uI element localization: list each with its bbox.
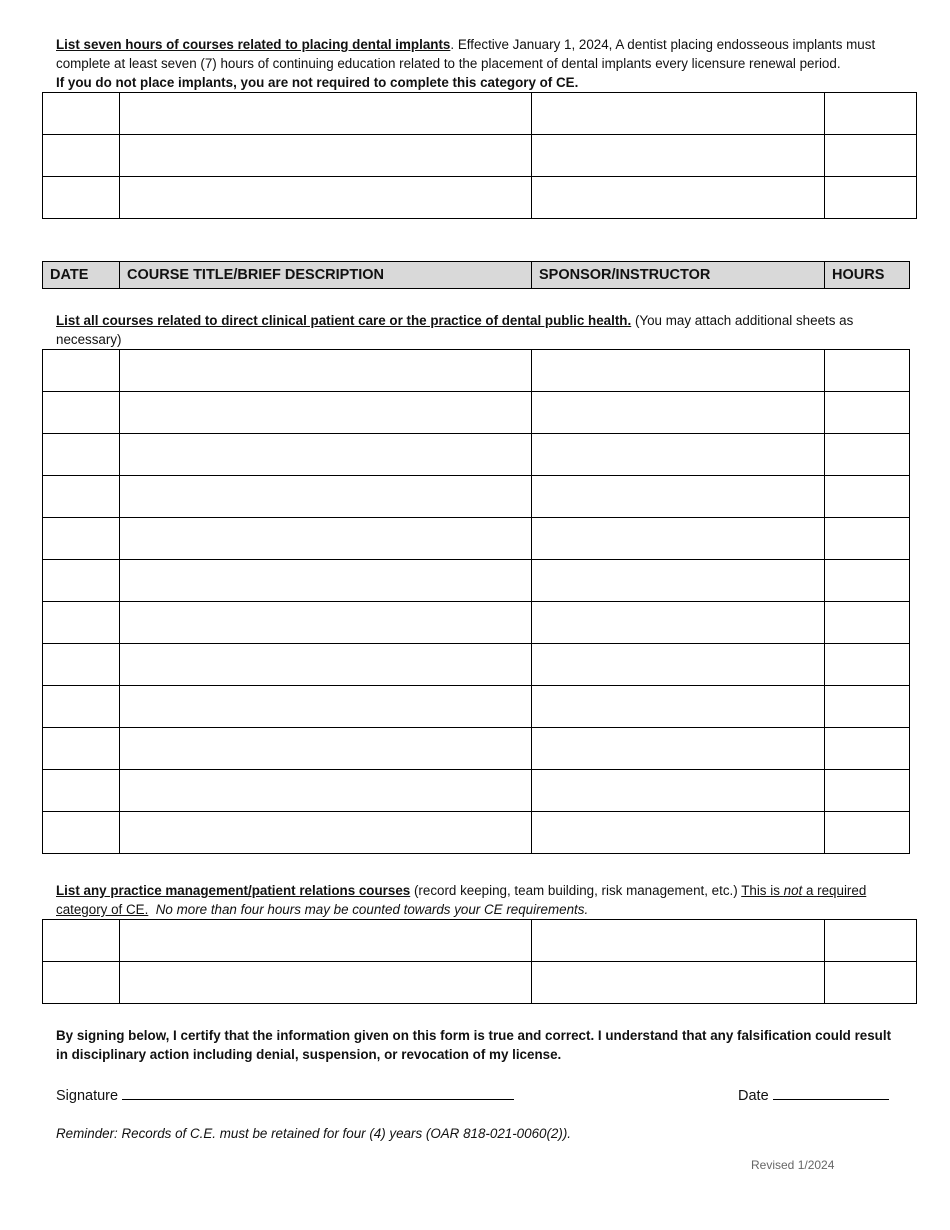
course-cell[interactable] (120, 476, 532, 518)
table-row (43, 602, 910, 644)
date-line[interactable] (773, 1084, 889, 1100)
management-table (42, 919, 917, 1004)
implants-bold-note: If you do not place implants, you are not required to complete this category of CE. (56, 75, 579, 90)
sponsor-cell[interactable] (532, 476, 825, 518)
date-cell[interactable] (43, 560, 120, 602)
sponsor-cell[interactable] (532, 350, 825, 392)
sponsor-cell[interactable] (532, 518, 825, 560)
date-cell[interactable] (43, 602, 120, 644)
table-row (43, 434, 910, 476)
management-note: This is not a required category of CE. (56, 883, 867, 917)
date-cell[interactable] (43, 728, 120, 770)
course-cell[interactable] (120, 135, 532, 177)
table-row (43, 686, 910, 728)
hours-cell[interactable] (825, 812, 910, 854)
sponsor-cell[interactable] (532, 177, 825, 219)
course-cell[interactable] (120, 93, 532, 135)
table-row (43, 962, 917, 1004)
management-text: (record keeping, team building, risk management, etc.) (410, 883, 742, 898)
implants-table (42, 92, 917, 219)
course-cell[interactable] (120, 728, 532, 770)
date-cell[interactable] (43, 476, 120, 518)
course-cell[interactable] (120, 770, 532, 812)
clinical-table (42, 349, 910, 854)
header-sponsor: SPONSOR/INSTRUCTOR (532, 262, 825, 289)
date-cell[interactable] (43, 392, 120, 434)
management-instructions (56, 881, 906, 919)
sponsor-cell[interactable] (532, 770, 825, 812)
signature-line[interactable] (122, 1084, 514, 1100)
table-row (43, 93, 917, 135)
date-cell[interactable] (43, 770, 120, 812)
hours-cell[interactable] (825, 350, 910, 392)
hours-cell[interactable] (825, 602, 910, 644)
hours-cell[interactable] (825, 962, 917, 1004)
course-cell[interactable] (120, 812, 532, 854)
sponsor-cell[interactable] (532, 93, 825, 135)
header-hours: HOURS (825, 262, 910, 289)
hours-cell[interactable] (825, 770, 910, 812)
sponsor-cell[interactable] (532, 392, 825, 434)
implants-instructions (56, 35, 906, 92)
hours-cell[interactable] (825, 177, 917, 219)
sponsor-cell[interactable] (532, 434, 825, 476)
date-cell[interactable] (43, 644, 120, 686)
management-italic-note: No more than four hours may be counted towards your CE requirements. (155, 902, 589, 917)
hours-cell[interactable] (825, 920, 917, 962)
date-cell[interactable] (43, 350, 120, 392)
date-cell[interactable] (43, 135, 120, 177)
table-row (43, 644, 910, 686)
sponsor-cell[interactable] (532, 728, 825, 770)
table-row (43, 920, 917, 962)
header-course: COURSE TITLE/BRIEF DESCRIPTION (120, 262, 532, 289)
sponsor-cell[interactable] (532, 920, 825, 962)
course-cell[interactable] (120, 392, 532, 434)
table-row (43, 812, 910, 854)
signature-row (56, 1084, 514, 1106)
date-cell[interactable] (43, 812, 120, 854)
clinical-instructions (56, 311, 906, 349)
course-cell[interactable] (120, 920, 532, 962)
reminder: Reminder: Records of C.E. must be retained for four (4) years (OAR 818-021-0060(2)). (56, 1126, 572, 1141)
hours-cell[interactable] (825, 476, 910, 518)
date-cell[interactable] (43, 686, 120, 728)
implants-text: . Effective January 1, 2024, A dentist placing endosseous implants must complete at least seven (7) hours of continuing education related to the placement of dental implants every licensure renewal period. (56, 37, 876, 71)
course-cell[interactable] (120, 686, 532, 728)
table-row (43, 135, 917, 177)
course-cell[interactable] (120, 518, 532, 560)
certification-statement: By signing below, I certify that the information given on this form is true and correct. I understand that any falsification could result in disciplinary action including denial, suspension, or revocation of my license. (56, 1028, 892, 1062)
date-cell[interactable] (43, 920, 120, 962)
column-header (42, 261, 910, 289)
date-row (738, 1084, 889, 1106)
signature-label: Signature (56, 1088, 119, 1104)
table-row (43, 728, 910, 770)
management-heading: List any practice management/patient relations courses (56, 883, 411, 898)
hours-cell[interactable] (825, 518, 910, 560)
hours-cell[interactable] (825, 686, 910, 728)
course-cell[interactable] (120, 560, 532, 602)
table-row (43, 392, 910, 434)
hours-cell[interactable] (825, 392, 910, 434)
date-cell[interactable] (43, 177, 120, 219)
date-cell[interactable] (43, 93, 120, 135)
sponsor-cell[interactable] (532, 560, 825, 602)
sponsor-cell[interactable] (532, 644, 825, 686)
header-date: DATE (43, 262, 120, 289)
table-row (43, 560, 910, 602)
implants-heading: List seven hours of courses related to placing dental implants (56, 37, 451, 52)
sponsor-cell[interactable] (532, 602, 825, 644)
course-cell[interactable] (120, 962, 532, 1004)
table-row (43, 177, 917, 219)
hours-cell[interactable] (825, 434, 910, 476)
date-cell[interactable] (43, 962, 120, 1004)
course-cell[interactable] (120, 177, 532, 219)
course-cell[interactable] (120, 644, 532, 686)
date-label: Date (738, 1088, 769, 1104)
date-cell[interactable] (43, 518, 120, 560)
sponsor-cell[interactable] (532, 135, 825, 177)
revised-label: Revised 1/2024 (751, 1158, 835, 1172)
hours-cell[interactable] (825, 728, 910, 770)
hours-cell[interactable] (825, 644, 910, 686)
sponsor-cell[interactable] (532, 686, 825, 728)
course-cell[interactable] (120, 434, 532, 476)
table-row (43, 518, 910, 560)
table-row (43, 350, 910, 392)
clinical-text: (You may attach additional sheets as necessary) (56, 313, 854, 347)
hours-cell[interactable] (825, 560, 910, 602)
table-row (43, 476, 910, 518)
course-cell[interactable] (120, 602, 532, 644)
hours-cell[interactable] (825, 93, 917, 135)
course-cell[interactable] (120, 350, 532, 392)
hours-cell[interactable] (825, 135, 917, 177)
table-row (43, 770, 910, 812)
sponsor-cell[interactable] (532, 962, 825, 1004)
clinical-heading: List all courses related to direct clinical patient care or the practice of dental public health. (56, 313, 632, 328)
sponsor-cell[interactable] (532, 812, 825, 854)
date-cell[interactable] (43, 434, 120, 476)
